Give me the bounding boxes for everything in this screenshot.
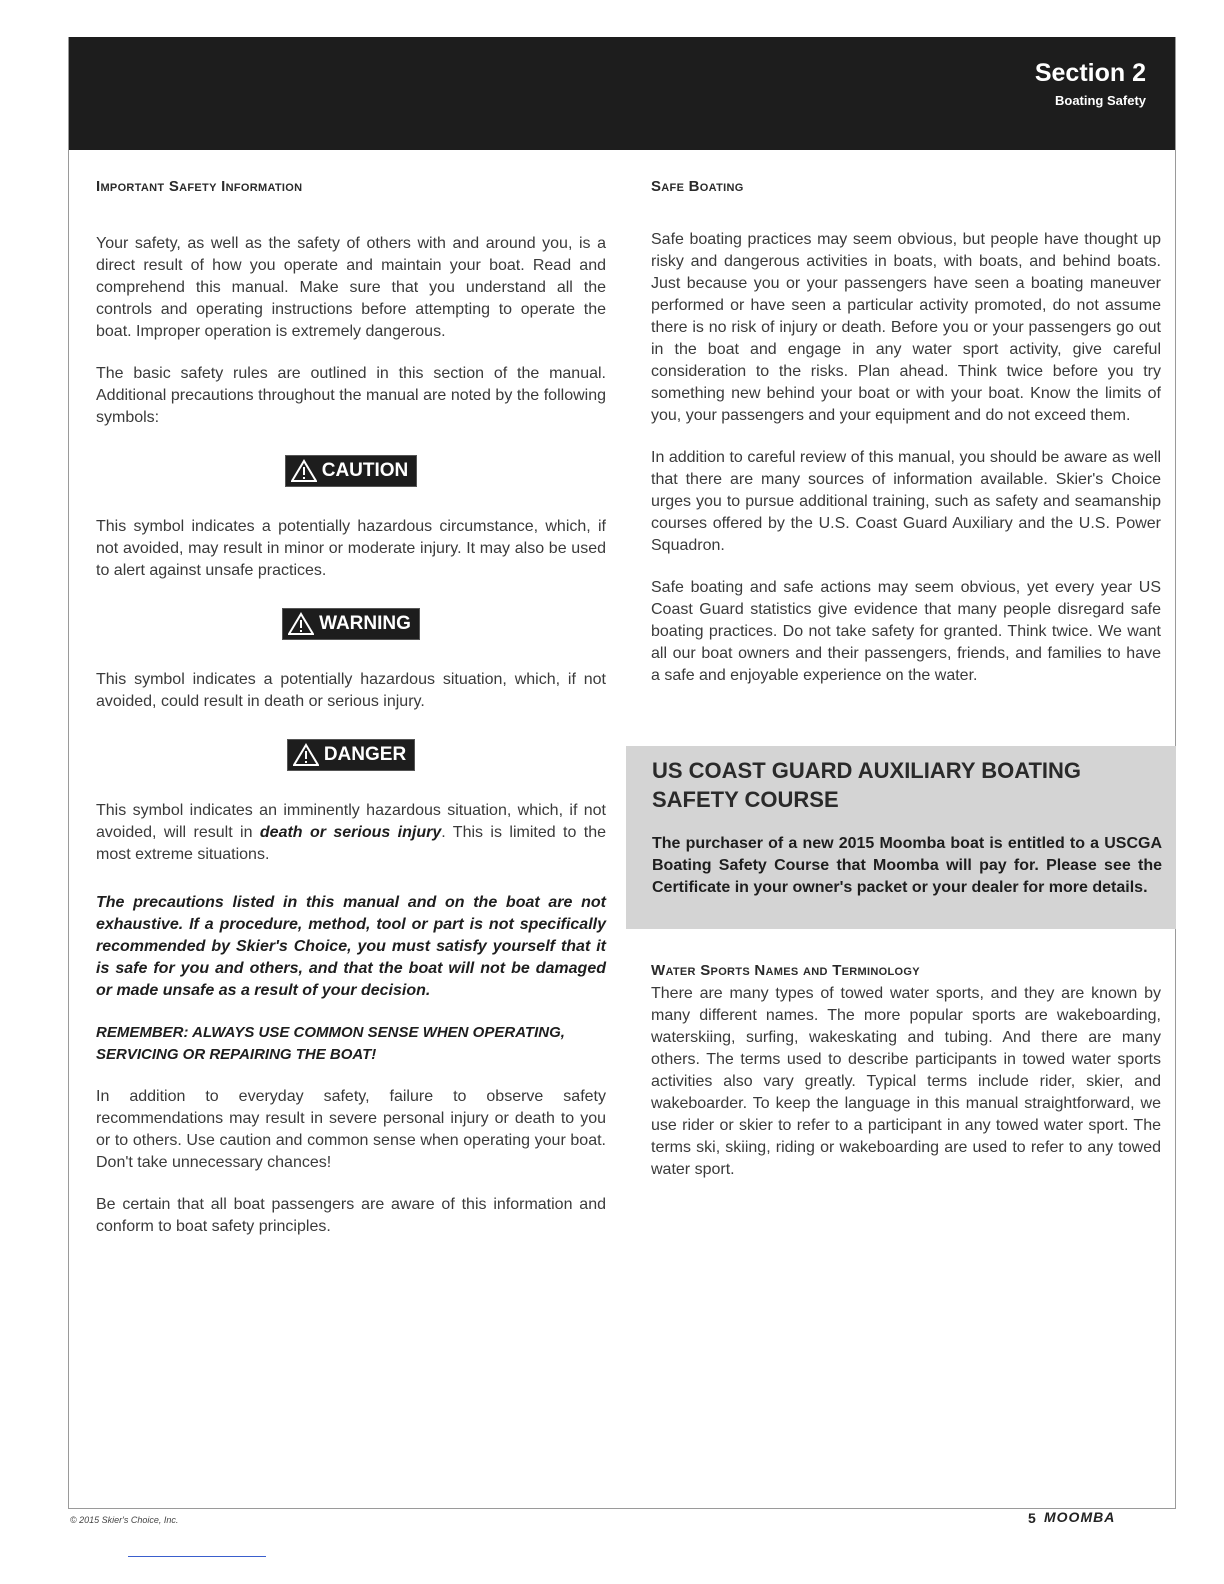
terminology-section [651, 962, 1161, 1181]
safe-boating-paragraph-3: Safe boating and safe actions may seem obvious, yet every year US Coast Guard statistics give evidence that many people disregard safe boating practices. Do not take safety for granted. Think twice. We want all our boat owners and their passengers, friends, and families to have a safe and enjoyable experience on the water. [651, 579, 1161, 684]
warning-label: WARNING [319, 613, 411, 634]
left-column [96, 178, 606, 1238]
copyright-text: © 2015 Skier's Choice, Inc. [70, 1515, 179, 1525]
warning-description: This symbol indicates a potentially hazardous situation, which, if not avoided, could result in death or serious injury. [96, 671, 606, 710]
safe-boating-paragraph-2: In addition to careful review of this manual, you should be aware as well that there are many sources of information available. Skier's Choice urges you to pursue additional training, such as safety and seamanship courses offered by the U.S. Coast Guard Auxiliary and the U.S. Power Squadron. [651, 449, 1161, 554]
danger-badge [287, 739, 415, 771]
symbols-intro-paragraph: The basic safety rules are outlined in this section of the manual. Additional precautions throughout the manual are noted by the following symbols: [96, 365, 606, 426]
callout-title: US COAST GUARD AUXILIARY BOATING SAFETY COURSE [652, 758, 1082, 812]
section-title: Section 2 [1034, 59, 1146, 87]
section-subtitle: Boating Safety [1054, 93, 1146, 108]
warning-triangle-icon [288, 612, 314, 636]
precautions-notice: The precautions listed in this manual and on the boat are not exhaustive. If a procedure, method, tool or part is not specifically recommended by Skier's Choice, you must satisfy yourself that it is safe for you and others, and that the boat will not be damaged or made unsafe as a result of your decision. [96, 894, 606, 999]
important-safety-heading: Important Safety Information [96, 178, 303, 195]
remember-notice: REMEMBER: ALWAYS USE COMMON SENSE WHEN OPERATING, SERVICING OR REPAIRING THE BOAT! [96, 1024, 565, 1063]
terminology-heading: Water Sports Names and Terminology [651, 962, 920, 979]
safe-boating-paragraph-1: Safe boating practices may seem obvious, but people have thought up risky and dangerous activities in boats, with boats, and behind boats. Just because you or your passengers have seen a boating maneuver performed or have seen a particular activity promoted, do not assume there is no risk of injury or death. Before you or your passengers go out in the boat and engage in any water sport activity, give careful consideration to the risks. Plan ahead. Think twice before you try something new behind your boat or with your boat. Know the limits of you, your passengers and your equipment and do not exceed them. [651, 231, 1161, 424]
warning-triangle-icon [293, 743, 319, 767]
safety-intro-paragraph: Your safety, as well as the safety of others with and around you, is a direct result of how you operate and maintain your boat. Read and comprehend this manual. Make sure that you understand all the controls and operating instructions before attempting to operate the boat. Improper operation is extremely dangerous. [96, 235, 606, 340]
caution-label: CAUTION [321, 460, 409, 481]
danger-description [96, 800, 606, 866]
footer-divider [128, 1556, 266, 1557]
passengers-paragraph: Be certain that all boat passengers are aware of this information and conform to boat safety principles. [96, 1196, 606, 1235]
danger-text-emphasis: death or serious injury [259, 824, 442, 841]
danger-text-a: This symbol indicates an imminently hazardous situation, which, if not avoided, will result in [96, 802, 606, 841]
caution-description: This symbol indicates a potentially hazardous circumstance, which, if not avoided, may result in minor or moderate injury. It may also be used to alert against unsafe practices. [96, 518, 606, 579]
danger-text-c: . This is limited to the most extreme situations. [96, 824, 607, 863]
danger-label: DANGER [323, 744, 407, 765]
caution-badge [285, 455, 418, 487]
terminology-paragraph: There are many types of towed water sports, and they are known by many different names. The more popular sports are wakeboarding, waterskiing, surfing, wakeskating and tubing. And there are many others. The terms used to describe participants in towed water sports activities also vary greatly. Typical terms include rider, skier, and wakeboarder. To keep the language in this manual straightforward, we use rider or skier to refer to a participant in any towed water sport. The terms ski, skiing, riding or wakeboarding are used to refer to any towed water sport. [651, 985, 1161, 1178]
callout-body: The purchaser of a new 2015 Moomba boat is entitled to a USCGA Boating Safety Course that Moomba will pay for. Please see the Certificate in your owner's packet or your dealer for more details. [652, 835, 1162, 896]
warning-triangle-icon [291, 459, 317, 483]
right-column [651, 178, 1161, 687]
moomba-logo: MOOMBA [1044, 1509, 1116, 1525]
uscg-course-callout [626, 746, 1176, 929]
warning-badge [282, 608, 420, 640]
everyday-safety-paragraph: In addition to everyday safety, failure to observe safety recommendations may result in severe personal injury or death to you or to others. Use caution and common sense when operating your boat. Don't take unnecessary chances! [96, 1088, 606, 1171]
page-number: 5 [1028, 1510, 1036, 1526]
safe-boating-heading: Safe Boating [651, 178, 744, 195]
